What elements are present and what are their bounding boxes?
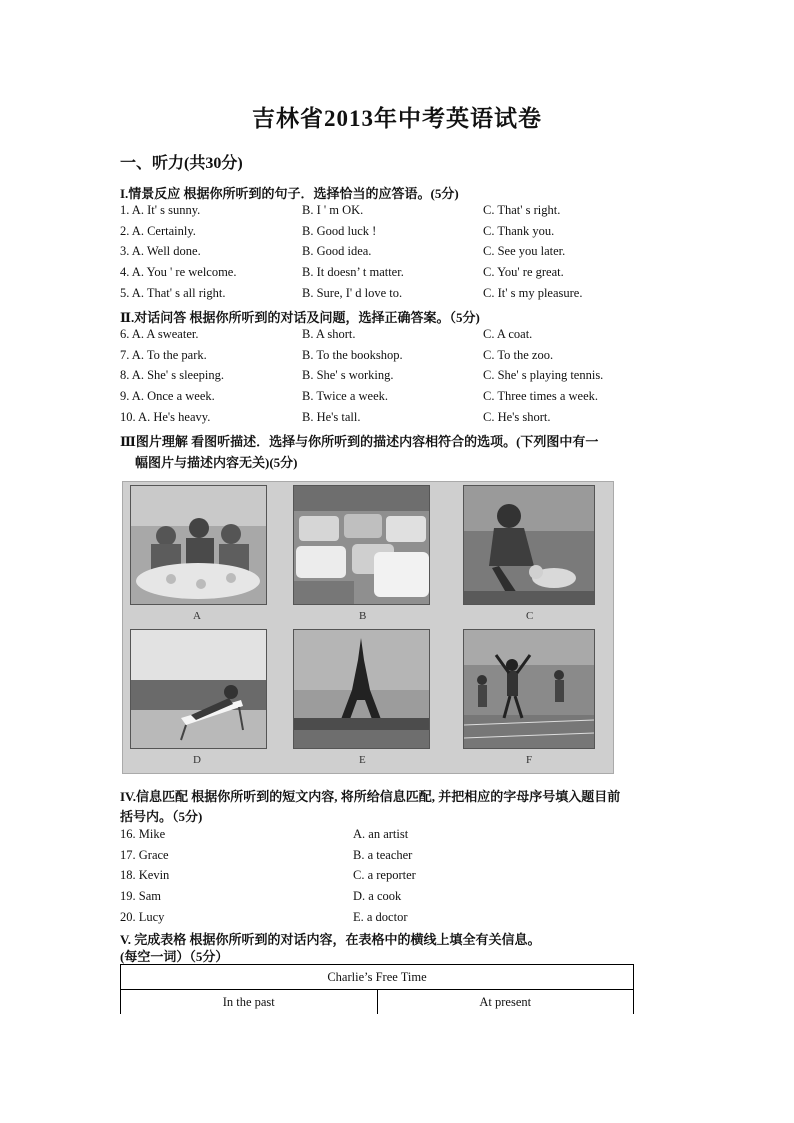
section-5-heading-line1: V. 完成表格 根据你所听到的对话内容，在表格中的横线上填全有关信息。 — [120, 932, 541, 947]
section-3-heading-line1: Ⅲ图片理解 看图听描述．选择与你所听到的描述内容相符合的选项。(下列图中有一 — [120, 434, 599, 449]
matching-row — [0, 910, 794, 928]
photo-e-eiffel — [293, 629, 430, 749]
option-c: C. She' s playing tennis. — [483, 368, 604, 383]
column-in-the-past: In the past — [121, 990, 378, 1015]
question-row — [0, 286, 794, 304]
option-a: 6. A. A sweater. — [120, 327, 199, 341]
section-5-heading-line2: (每空一词）（5分） — [120, 949, 229, 964]
photo-label-c: C — [526, 610, 534, 622]
occupation-option: A. an artist — [353, 827, 409, 841]
photo-f-runners — [463, 629, 595, 749]
photo-label-f: F — [526, 754, 533, 766]
option-c: C. Three times a week. — [483, 389, 599, 404]
option-a: 1. A. It' s sunny. — [120, 203, 201, 217]
option-a: 3. A. Well done. — [120, 244, 201, 259]
photo-label-a: A — [193, 610, 201, 622]
option-b: B. Good luck ! — [302, 223, 377, 238]
option-b: B. A short. — [302, 327, 356, 341]
option-a: 9. A. Once a week. — [120, 389, 215, 404]
option-b: B. She' s working. — [302, 368, 394, 383]
part-heading-listening: 一、听力(共30分) — [120, 155, 243, 172]
photo-b-traffic — [293, 485, 430, 605]
section-2-heading: Ⅱ.对话问答 根据你所听到的对话及问题，选择正确答案。（5分) — [120, 310, 480, 325]
option-c: C. To the zoo. — [483, 347, 554, 362]
column-at-present: At present — [377, 990, 634, 1015]
table-title: Charlie’s Free Time — [121, 965, 634, 990]
photo-a-dinner — [130, 485, 267, 605]
photo-label-d: D — [193, 754, 201, 766]
option-a: 7. A. To the park. — [120, 347, 207, 362]
section-4-heading-line2: 括号内。（5分) — [120, 809, 203, 824]
occupation-option: C. a reporter — [353, 868, 416, 883]
option-a: 8. A. She' s sleeping. — [120, 368, 224, 383]
option-b: B. He's tall. — [302, 409, 361, 424]
person-name: 17. Grace — [120, 847, 169, 862]
question-row — [0, 224, 794, 242]
person-name: 18. Kevin — [120, 868, 170, 883]
occupation-option: B. a teacher — [353, 847, 413, 862]
person-name: 16. Mike — [120, 827, 166, 841]
option-c: C. Thank you. — [483, 223, 555, 238]
photo-label-e: E — [359, 754, 366, 766]
matching-row — [0, 889, 794, 907]
occupation-option: E. a doctor — [353, 909, 408, 924]
question-row — [0, 265, 794, 283]
option-c: C. A coat. — [483, 327, 533, 341]
option-c: C. He's short. — [483, 409, 551, 424]
option-c: C. That' s right. — [483, 203, 561, 217]
option-a: 4. A. You ' re welcome. — [120, 265, 237, 280]
option-c: C. See you later. — [483, 244, 566, 259]
person-name: 19. Sam — [120, 889, 161, 904]
question-row — [0, 244, 794, 262]
option-a: 10. A. He's heavy. — [120, 409, 211, 424]
person-name: 20. Lucy — [120, 909, 165, 924]
option-b: B. I ' m OK. — [302, 203, 364, 217]
question-row — [0, 203, 794, 221]
section-3-heading-line2: 幅图片与描述内容无关)(5分) — [135, 455, 298, 470]
option-a: 5. A. That' s all right. — [120, 285, 226, 300]
free-time-table — [120, 964, 634, 1014]
photo-grid — [122, 481, 614, 774]
occupation-option: D. a cook — [353, 889, 402, 904]
photo-d-beach — [130, 629, 267, 749]
option-b: B. To the bookshop. — [302, 347, 403, 362]
question-row — [0, 368, 794, 386]
question-row — [0, 348, 794, 366]
matching-row — [0, 827, 794, 845]
option-b: B. It doesn’ t matter. — [302, 265, 404, 280]
option-a: 2. A. Certainly. — [120, 223, 196, 238]
section-4-heading-line1: IV.信息匹配 根据你所听到的短文内容, 将所给信息匹配, 并把相应的字母序号填入题目前 — [120, 789, 621, 804]
photo-label-b: B — [359, 610, 367, 622]
question-row — [0, 389, 794, 407]
section-1-heading: I.情景反应 根据你所听到的句子．选择恰当的应答语。(5分) — [120, 186, 459, 201]
option-c: C. It' s my pleasure. — [483, 285, 583, 300]
page-title: 吉林省2013年中考英语试卷 — [252, 106, 542, 131]
matching-row — [0, 868, 794, 886]
photo-c-dog — [463, 485, 595, 605]
option-b: B. Twice a week. — [302, 389, 389, 404]
option-b: B. Good idea. — [302, 244, 372, 259]
matching-row — [0, 848, 794, 866]
question-row — [0, 327, 794, 345]
option-b: B. Sure, I' d love to. — [302, 285, 403, 300]
question-row — [0, 410, 794, 428]
option-c: C. You' re great. — [483, 265, 564, 280]
